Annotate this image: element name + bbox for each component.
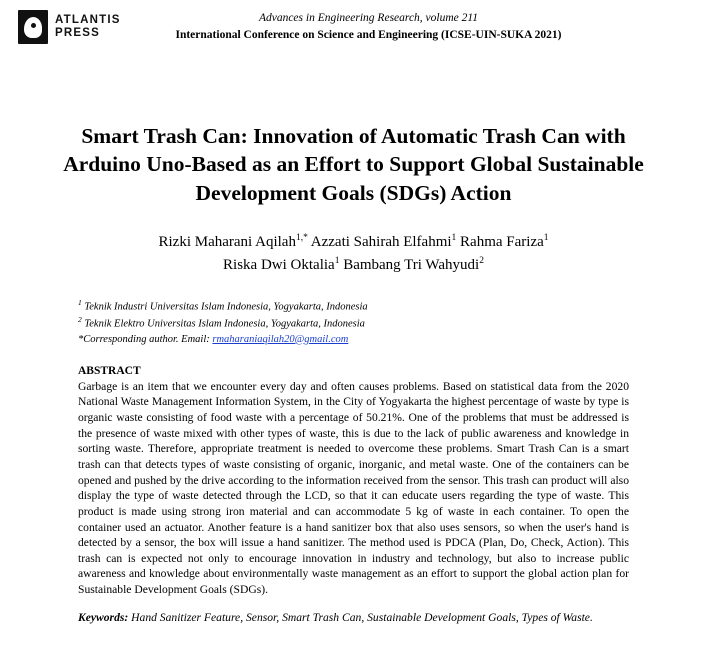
abstract-text: Garbage is an item that we encounter every day and often causes problems. Based on statistical data from the 2020 National Waste Management Information System, in the City of Yogyakarta the highest percentage of waste by type is organic waste consisting of food waste with a percentage of 50.21%. One of the problems that must be addressed is the presence of waste mixed with other types of waste, this is due to the lack of public awareness and knowledge in sorting waste. Therefore, appropriate treatment is needed to overcome these problems. Smart Trash Can is a smart trash can that detects types of waste consisting of organic, inorganic, and metal waste. One of the containers can be opened and pushed by the drive according to the information received from the sensor. This trash can product will also display the type of waste detected through the LCD, so that it can educate users regarding the type of waste. This product is made using strong iron material and can accommodate 5 kg of waste in each container. To open the container used an actuator. Another feature is a hand sanitizer box that also uses sensors, so when the user's hand is detected by a sensor, the box will issue a hand sanitizer. The method used is PDCA (Plan, Do, Check, Action). This trash can is expected not only to encourage innovation in industry and technology, but also to increase public awareness and knowledge about environmentally waste management as an effort to support the global action plan for Sustainable Development Goals (SDGs). xyxy=(78,379,629,597)
author-name: Bambang Tri Wahyudi xyxy=(343,256,480,273)
author-affil-marker: 1 xyxy=(334,255,340,266)
publisher-name-line1: ATLANTIS xyxy=(55,14,121,27)
affiliation-marker: 2 xyxy=(78,314,82,324)
author-name: Riska Dwi Oktalia xyxy=(223,256,335,273)
author-line-1 xyxy=(60,231,647,254)
author-name: Azzati Sahirah Elfahmi xyxy=(310,234,452,251)
abstract-heading: ABSTRACT xyxy=(78,364,141,377)
series-line: Advances in Engineering Research, volume 211 xyxy=(258,12,479,24)
author-affil-marker: 1,* xyxy=(295,233,308,244)
affiliation-item xyxy=(78,315,629,332)
conference-line: International Conference on Science and Engineering (ICSE-UIN-SUKA 2021) xyxy=(175,29,562,42)
affiliation-text: Teknik Elektro Universitas Islam Indonesia, Yogyakarta, Indonesia xyxy=(84,318,365,330)
page-header xyxy=(0,0,707,62)
abstract-section xyxy=(0,365,707,626)
affiliation-marker: 1 xyxy=(78,298,82,308)
keywords-line xyxy=(78,610,629,626)
author-affil-marker: 1 xyxy=(543,233,549,244)
affiliation-block xyxy=(0,298,707,347)
author-name: Rizki Maharani Aqilah xyxy=(158,234,296,251)
author-list xyxy=(0,231,707,276)
affiliation-text: Teknik Industri Universitas Islam Indonesia, Yogyakarta, Indonesia xyxy=(84,301,368,313)
keywords-text: Hand Sanitizer Feature, Sensor, Smart Trash Can, Sustainable Development Goals, Types of Waste. xyxy=(128,610,593,624)
corresponding-email-link[interactable]: rmaharaniaqilah20@gmail.com xyxy=(212,333,349,345)
atlantis-head-logo-icon xyxy=(18,10,48,44)
author-affil-marker: 2 xyxy=(479,255,484,266)
author-affil-marker: 1 xyxy=(451,233,457,244)
author-name: Rahma Fariza xyxy=(460,234,544,251)
publisher-name xyxy=(55,14,121,40)
keywords-label: Keywords: xyxy=(78,610,129,624)
title-block xyxy=(0,122,707,207)
corresponding-author xyxy=(78,332,629,347)
author-line-2 xyxy=(60,254,647,277)
corresponding-label: *Corresponding author. Email: xyxy=(78,333,213,345)
page-title: Smart Trash Can: Innovation of Automatic Trash Can with Arduino Uno-Based as an Effort to Support Global Sustainable Development Goals (SDGs) Action xyxy=(63,124,644,205)
publisher-logo xyxy=(18,10,121,44)
affiliation-item xyxy=(78,298,629,315)
publisher-name-line2: PRESS xyxy=(55,27,100,39)
